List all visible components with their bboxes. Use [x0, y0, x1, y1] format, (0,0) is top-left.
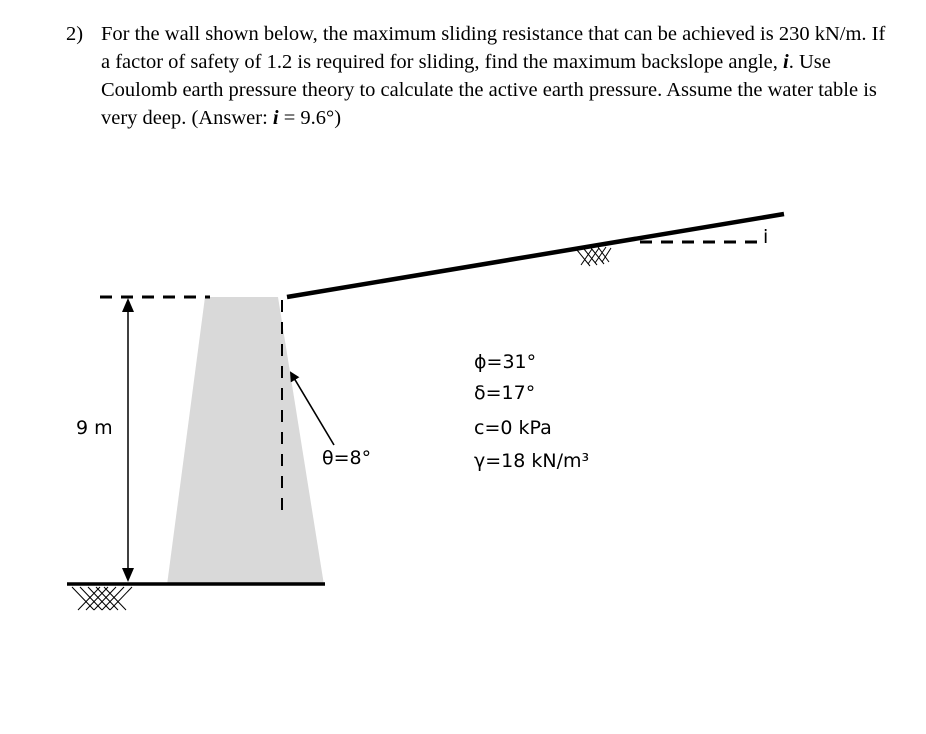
- delta-label: δ=17°: [474, 382, 536, 404]
- variable-i-answer: i: [272, 107, 279, 129]
- soil-properties: [474, 351, 589, 472]
- phi-label: ϕ=31°: [474, 351, 537, 373]
- problem-text-part-2: . Use Coulomb earth pressure theory to calculate the active earth pressure. Assume the water table is very deep. (Answer:: [101, 51, 877, 129]
- retaining-wall: [167, 297, 324, 585]
- problem-text-part-1: For the wall shown below, the maximum sliding resistance that can be achieved is 230 kN/m. If a factor of safety of 1.2 is required for sliding, find the maximum backslope angle,: [101, 23, 886, 73]
- problem-text-part-3: = 9.6°): [278, 107, 342, 129]
- theta-label: θ=8°: [322, 447, 372, 469]
- height-arrow-top-head: [122, 298, 134, 312]
- variable-i: i: [783, 51, 789, 73]
- ground-hatch: [72, 587, 132, 610]
- backfill-slope-line: [287, 214, 784, 297]
- height-label: 9 m: [76, 417, 113, 439]
- problem-number: 2): [66, 23, 84, 45]
- slope-angle-label: i: [763, 226, 769, 248]
- cohesion-label: c=0 kPa: [474, 417, 552, 439]
- height-arrow-bottom-head: [122, 568, 134, 582]
- unit-weight-label: γ=18 kN/m³: [474, 450, 590, 472]
